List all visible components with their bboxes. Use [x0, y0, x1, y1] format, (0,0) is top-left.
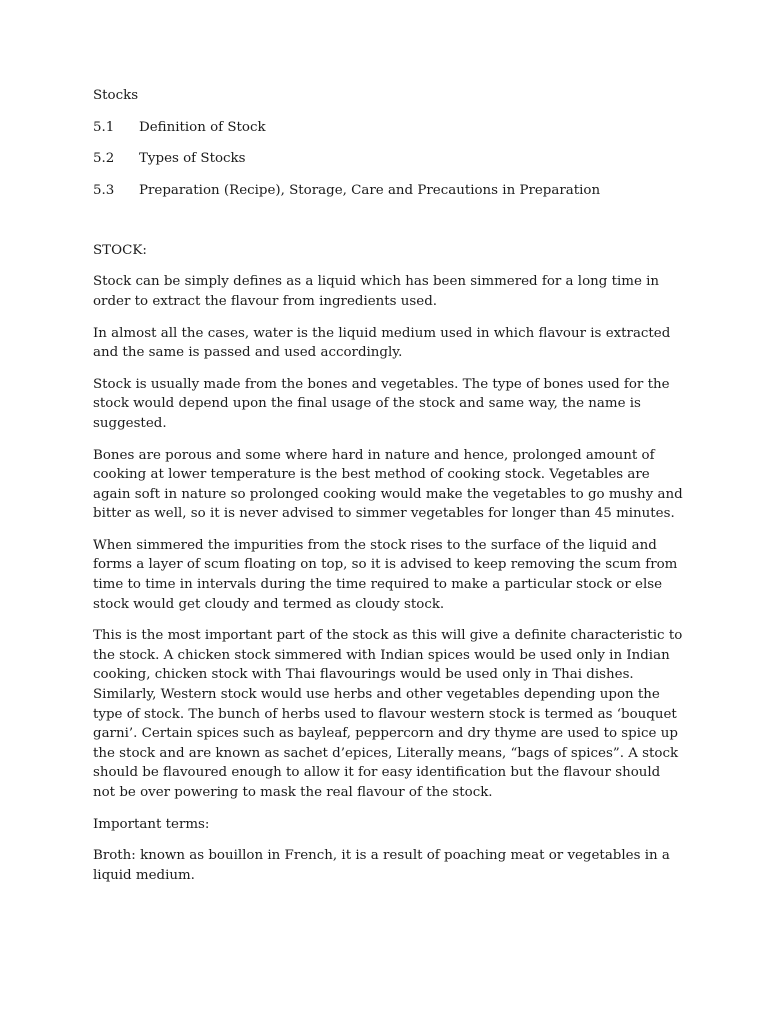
paragraph-liquid-medium: In almost all the cases, water is the liquid medium used in which flavour is extracted and the same is passed and used accordingly. [93, 325, 671, 361]
toc-number: 5.1 [93, 119, 115, 135]
paragraph-impurities: When simmered the impurities from the stock rises to the surface of the liquid and forms a layer of scum floating on top, so it is advised to keep removing the scum from time to time in intervals during the time required to make a particular stock or else stock would get cloudy and termed as cloudy stock. [93, 537, 678, 612]
paragraph-important-terms: Important terms: [93, 816, 210, 832]
table-of-contents [93, 118, 683, 201]
section-heading: STOCK: [93, 242, 147, 258]
paragraph-cooking-time: Bones are porous and some where hard in nature and hence, prolonged amount of cooking at lower temperature is the best method of cooking stock. Vegetables are again soft in nature so prolonged cooking would make the vegetables to go mushy and bitter as well, so it is never advised to simmer vegetables for longer than 45 minutes. [93, 447, 683, 522]
paragraph-flavouring: This is the most important part of the stock as this will give a definite characteristic to the stock. A chicken stock simmered with Indian spices would be used only in Indian cooking, chicken stock with Thai flavourings would be used only in Thai dishes. Similarly, Western stock would use herbs and other vegetables depending upon the type of stock. The bunch of herbs used to flavour western stock is termed as ‘bouquet garni’. Certain spices such as bayleaf, peppercorn and dry thyme are used to spice up the stock and are known as sachet d’epices, Literally means, “bags of spices”. A stock should be flavoured enough to allow it for easy identification but the flavour should not be over powering to mask the real flavour of the stock. [93, 628, 683, 800]
document-page [93, 86, 683, 897]
toc-item [93, 118, 683, 138]
toc-item [93, 149, 683, 169]
toc-text: Types of Stocks [139, 151, 246, 167]
toc-number: 5.3 [93, 183, 115, 199]
paragraph-definition: Stock can be simply defines as a liquid which has been simmered for a long time in order to extract the flavour from ingredients used. [93, 274, 660, 309]
paragraph-bones-vegetables: Stock is usually made from the bones and vegetables. The type of bones used for the stock would depend upon the final usage of the stock and same way, the name is suggested. [93, 376, 670, 431]
toc-item [93, 181, 683, 201]
toc-text: Preparation (Recipe), Storage, Care and Precautions in Preparation [139, 183, 601, 199]
document-title: Stocks [93, 88, 139, 103]
toc-number: 5.2 [93, 151, 115, 167]
toc-text: Definition of Stock [139, 119, 266, 135]
paragraph-broth: Broth: known as bouillon in French, it is a result of poaching meat or vegetables in a liquid medium. [93, 848, 670, 883]
